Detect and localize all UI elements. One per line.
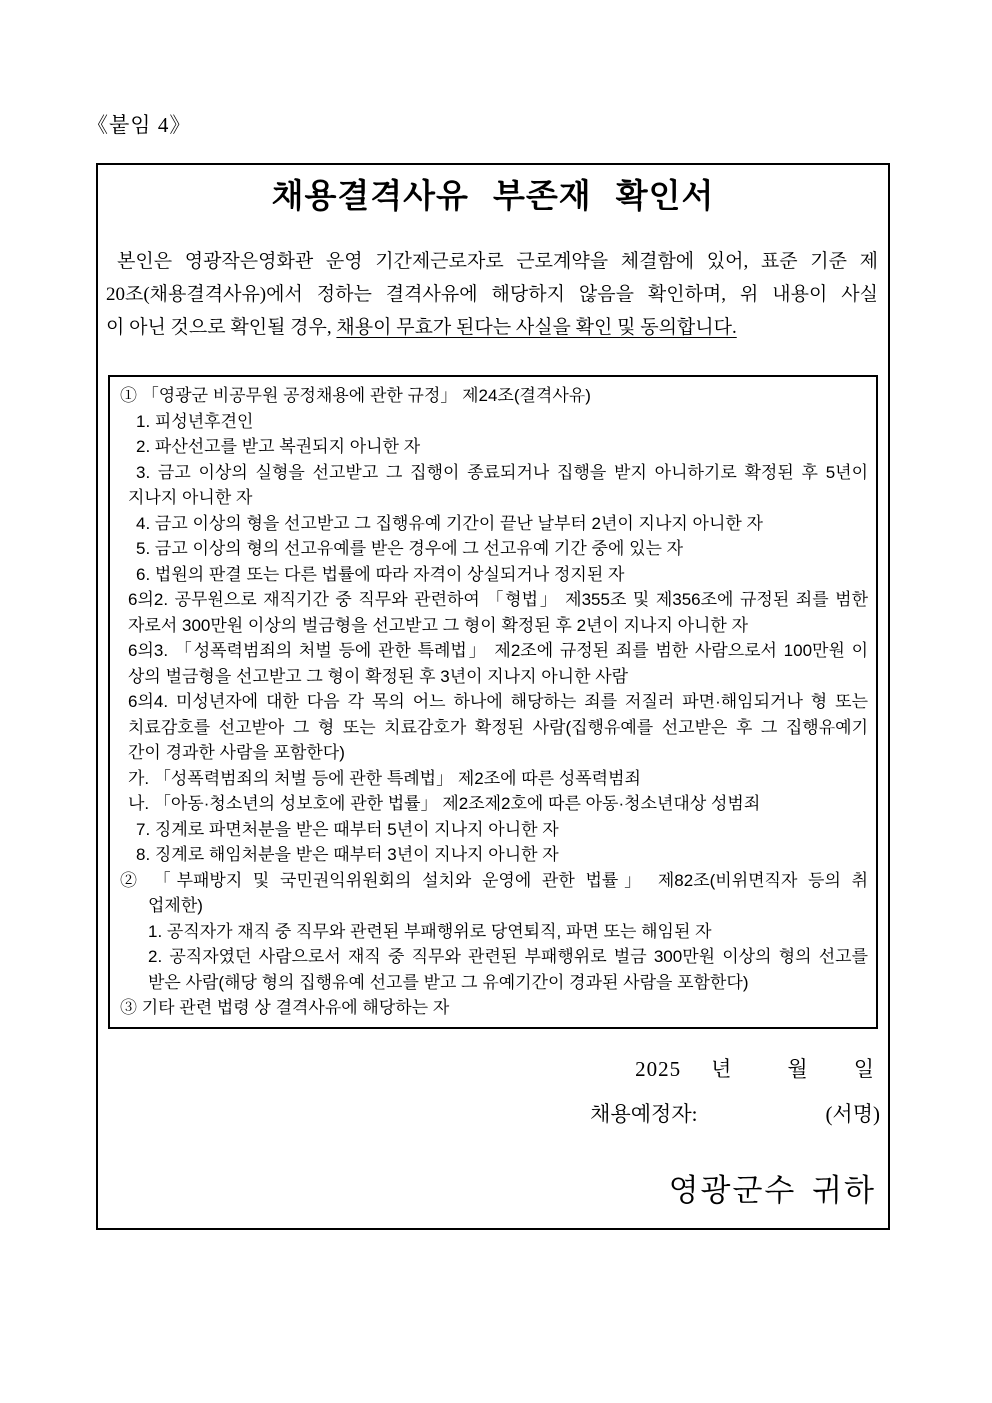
intro-line-3-prefix: 이 아닌 것으로 확인될 경우,	[106, 317, 337, 338]
date-day-label[interactable]: 일	[853, 1056, 874, 1081]
intro-line-3	[106, 311, 878, 344]
clause-line: 5. 금고 이상의 형의 선고유예를 받은 경우에 그 선고유예 기간 중에 있는 자	[136, 539, 684, 558]
clause-line: 1. 공직자가 재직 중 직무와 관련된 부패행위로 당연퇴직, 파면 또는 해임된 자	[148, 921, 712, 941]
attachment-label: 《붙임 4》	[87, 113, 192, 137]
clause-line: ① 「영광군 비공무원 공정채용에 관한 규정」 제24조(결격사유)	[120, 386, 591, 405]
signature-line	[98, 1101, 888, 1127]
clause-line: 가. 「성폭력범죄의 처벌 등에 관한 특례법」 제2조에 따른 성폭력범죄	[128, 768, 641, 788]
clause-line: 받은 사람(해당 형의 집행유예 선고를 받고 그 유예기간이 경과된 사람을 포함한다)	[148, 972, 749, 992]
clause-line: 치료감호를 선고받아 그 형 또는 치료감호가 확정된 사람(집행유예를 선고받은 후 그 집행유예기	[128, 717, 868, 737]
clause-line: ③ 기타 관련 법령 상 결격사유에 해당하는 자	[120, 998, 450, 1017]
intro-line-1: 본인은 영광작은영화관 운영 기간제근로자로 근로계약을 체결함에 있어, 표준 기준 제	[117, 251, 878, 272]
date-month-label[interactable]: 월	[787, 1056, 808, 1081]
clause-line: 1. 피성년후견인	[136, 411, 254, 431]
clause-line: 7. 징계로 파면처분을 받은 때부터 5년이 지나지 아니한 자	[136, 819, 559, 839]
date-line	[98, 1057, 888, 1081]
clause-line: 2. 파산선고를 받고 복권되지 아니한 자	[136, 437, 421, 456]
clause-line: 4. 금고 이상의 형을 선고받고 그 집행유예 기간이 끝난 날부터 2년이 지나지 아니한 자	[136, 513, 763, 533]
clause-line: 8. 징계로 해임처분을 받은 때부터 3년이 지나지 아니한 자	[136, 845, 559, 864]
clause-line: 간이 경과한 사람을 포함한다)	[128, 743, 345, 762]
clause-line: 업제한)	[148, 896, 203, 915]
clause-line: 3. 금고 이상의 실형을 선고받고 그 집행이 종료되거나 집행을 받지 아니하기로 확정된 후 5년이	[136, 462, 868, 482]
clause-line: 2. 공직자였던 사람으로서 재직 중 직무와 관련된 부패행위로 벌금 300만원 이상의 형의 선고를	[148, 947, 868, 966]
recipient-line: 영광군수 귀하	[668, 1172, 876, 1208]
clause-line: 6. 법원의 판결 또는 다른 법률에 따라 자격이 상실되거나 정지된 자	[136, 564, 625, 584]
signee-label: 채용예정자:	[590, 1101, 698, 1126]
clause-line: 지나지 아니한 자	[128, 488, 253, 507]
intro-paragraph	[106, 245, 878, 344]
date-year: 2025	[635, 1056, 682, 1081]
clause-line: 6의2. 공무원으로 재직기간 중 직무와 관련하여 「형법」 제355조 및 제356조에 규정된 죄를 범한	[128, 590, 868, 609]
clause-line: 나. 「아동·청소년의 성보호에 관한 법률」 제2조제2호에 따른 아동·청소년대상 성범죄	[128, 794, 761, 813]
clause-line: 자로서 300만원 이상의 벌금형을 선고받고 그 형이 확정된 후 2년이 지나지 아니한 자	[128, 615, 748, 635]
clause-line: 6의4. 미성년자에 대한 다음 각 목의 어느 하나에 해당하는 죄를 저질러 파면·해임되거나 형 또는	[128, 692, 868, 711]
form-title: 채용결격사유 부존재 확인서	[271, 177, 715, 214]
intro-line-2: 20조(채용결격사유)에서 정하는 결격사유에 해당하지 않음을 확인하며, 위 내용이 사실	[106, 284, 878, 305]
date-year-label: 년	[711, 1056, 732, 1081]
form-outer-box	[96, 163, 890, 1230]
disqualification-clauses-box	[108, 375, 878, 1029]
signature-hint: (서명)	[825, 1101, 880, 1126]
clause-line: 6의3. 「성폭력범죄의 처벌 등에 관한 특례법」 제2조에 규정된 죄를 범한 사람으로서 100만원 이	[128, 641, 868, 660]
clause-line: ② 「부패방지 및 국민권익위원회의 설치와 운영에 관한 법률」 제82조(비위면직자 등의 취	[120, 870, 868, 890]
clause-line: 상의 벌금형을 선고받고 그 형이 확정된 후 3년이 지나지 아니한 사람	[128, 666, 629, 686]
intro-line-3-underlined: 채용이 무효가 된다는 사실을 확인 및 동의합니다.	[336, 317, 737, 338]
